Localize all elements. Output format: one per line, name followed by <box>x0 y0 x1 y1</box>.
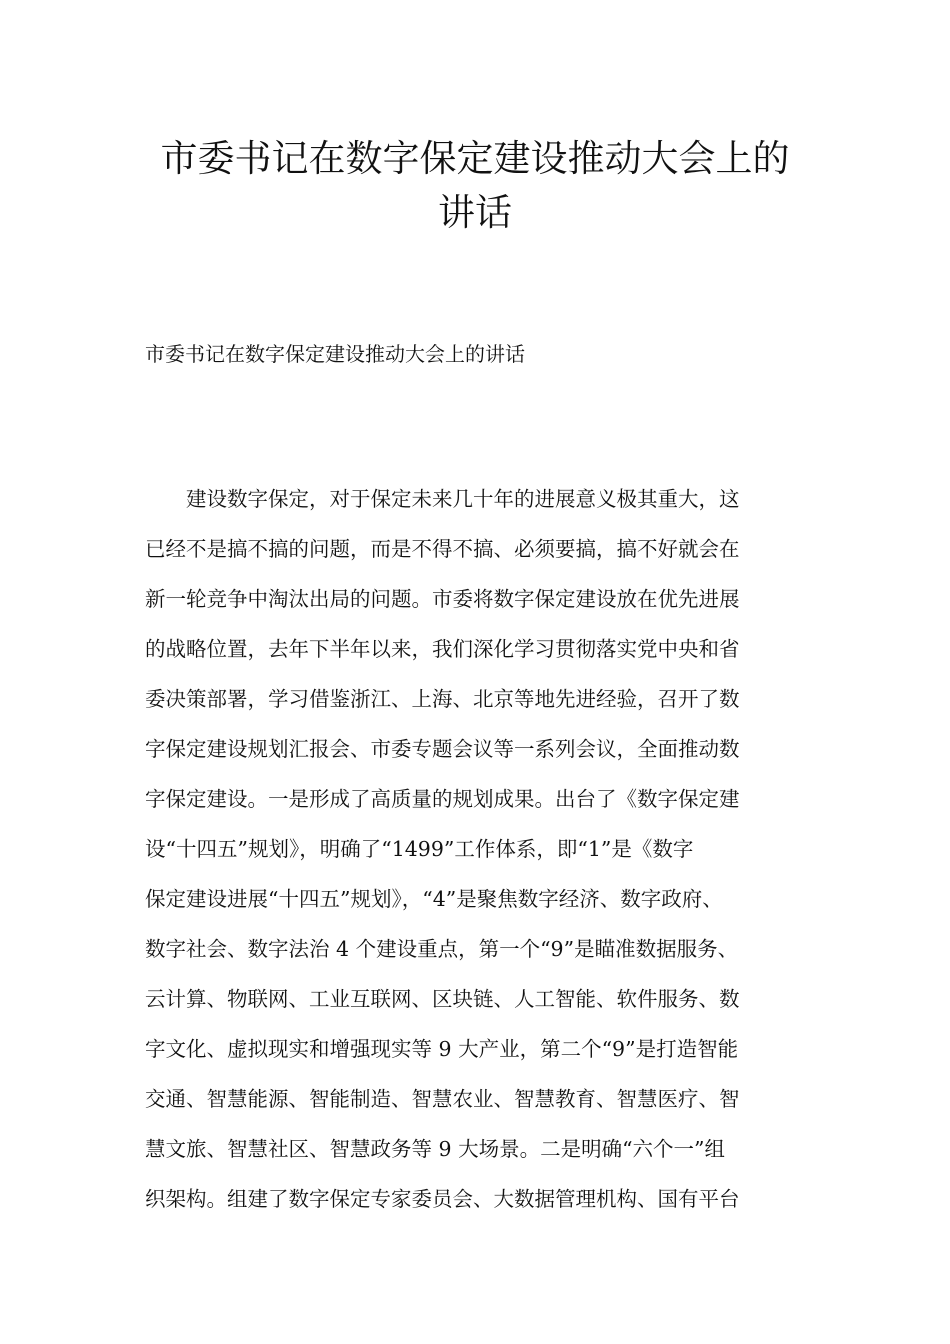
body-line: 设“十四五”规划》，明确了“1499”工作体系，即“1”是《数字 <box>145 837 694 861</box>
body-line: 建设数字保定，对于保定未来几十年的进展意义极其重大，这 <box>145 487 740 511</box>
document-title-line: 市委书记在数字保定建设推动大会上的 <box>160 137 790 180</box>
body-line: 字文化、虚拟现实和增强现实等 9 大产业，第二个“9”是打造智能 <box>145 1037 739 1061</box>
document-title <box>120 132 830 240</box>
body-line: 云计算、物联网、工业互联网、区块链、人工智能、软件服务、数 <box>145 987 740 1011</box>
body-line: 织架构。组建了数字保定专家委员会、大数据管理机构、国有平台 <box>145 1187 740 1211</box>
body-line: 字保定建设。一是形成了高质量的规划成果。出台了《数字保定建 <box>145 787 740 811</box>
body-line: 委决策部署，学习借鉴浙江、上海、北京等地先进经验，召开了数 <box>145 687 740 711</box>
body-line: 交通、智慧能源、智能制造、智慧农业、智慧教育、智慧医疗、智 <box>145 1087 740 1111</box>
body-line: 保定建设进展“十四五”规划》，“4”是聚焦数字经济、数字政府、 <box>145 887 723 911</box>
body-line: 新一轮竞争中淘汰出局的问题。市委将数字保定建设放在优先进展 <box>145 587 740 611</box>
body-line: 的战略位置，去年下半年以来，我们深化学习贯彻落实党中央和省 <box>145 637 740 661</box>
body-line: 已经不是搞不搞的问题，而是不得不搞、必须要搞，搞不好就会在 <box>145 537 740 561</box>
body-line: 数字社会、数字法治 4 个建设重点，第一个“9”是瞄准数据服务、 <box>145 937 739 961</box>
body-line: 字保定建设规划汇报会、市委专题会议等一系列会议，全面推动数 <box>145 737 740 761</box>
document-title-line: 讲话 <box>438 191 512 234</box>
document-subtitle: 市委书记在数字保定建设推动大会上的讲话 <box>145 342 525 366</box>
body-line: 慧文旅、智慧社区、智慧政务等 9 大场景。二是明确“六个一”组 <box>145 1137 726 1161</box>
